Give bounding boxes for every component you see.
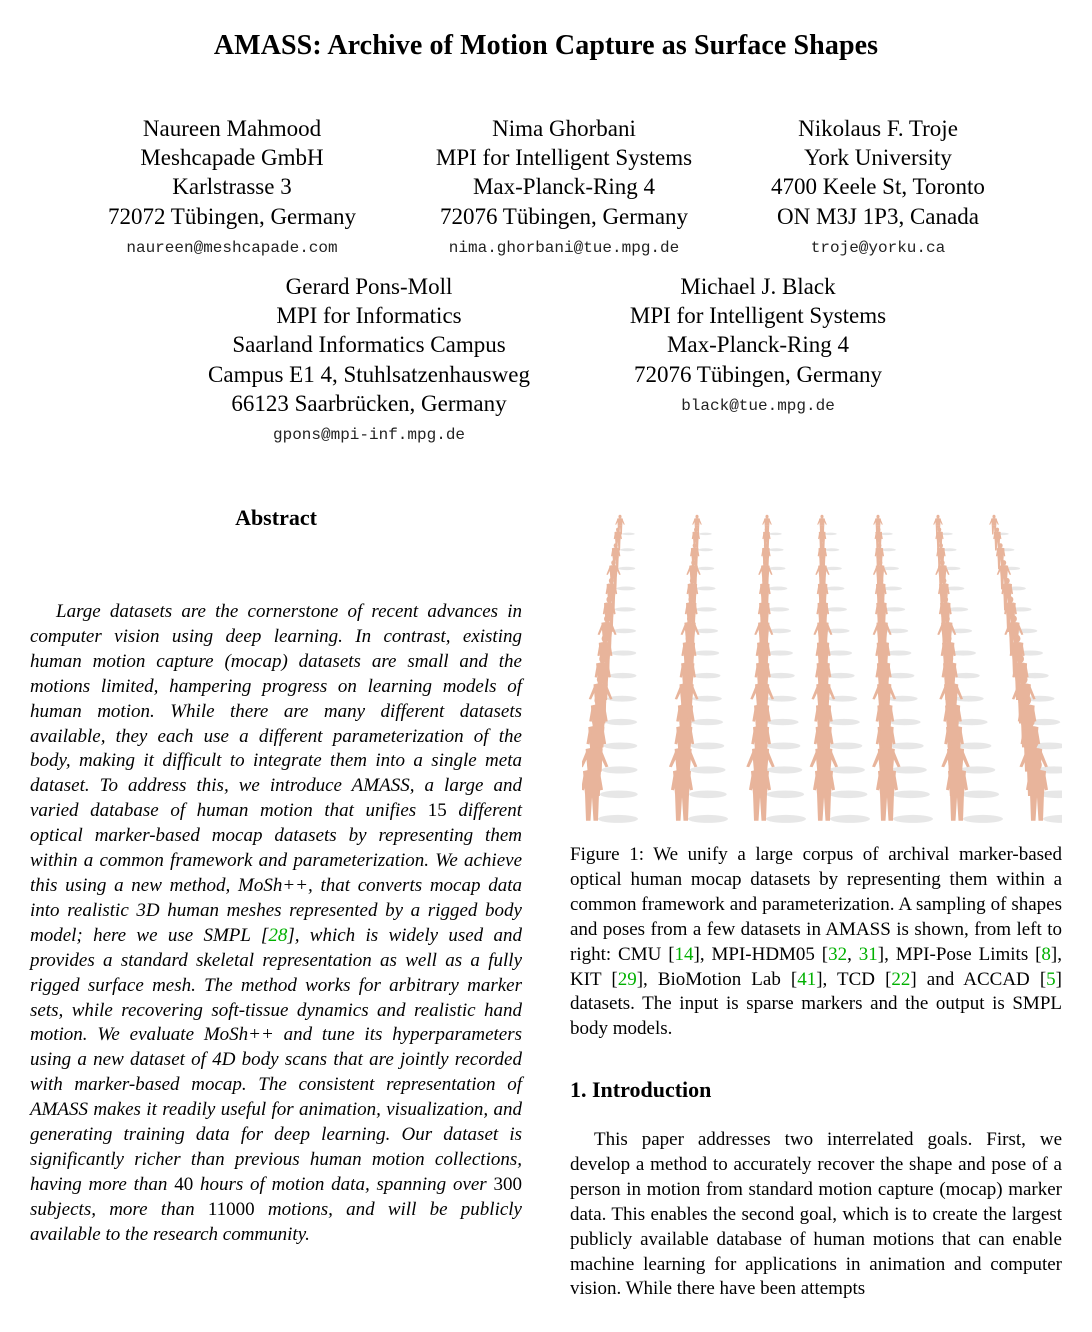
body-shadow (691, 742, 725, 749)
author-address: Max-Planck-Ring 4 (472, 174, 656, 200)
body-shadow (693, 673, 720, 678)
body-shadow (766, 766, 802, 773)
citation-link[interactable]: 8 (1041, 943, 1051, 965)
body-shadow (696, 587, 715, 591)
author-name: Michael J. Black (680, 274, 836, 299)
body-shadow (699, 533, 712, 536)
body-shadow (824, 548, 839, 551)
author-block-black (608, 272, 908, 416)
body-shadow (768, 587, 787, 591)
body-shadow (696, 607, 717, 611)
body-shadow (824, 533, 837, 536)
number-11000: 11000 (207, 1198, 255, 1220)
author-email[interactable]: gpons@mpi-inf.mpg.de (272, 426, 466, 445)
author-name: Nima Ghorbani (492, 116, 636, 141)
body-shadow (622, 533, 635, 536)
paper-title: AMASS: Archive of Motion Capture as Surface Shapes (213, 30, 879, 61)
body-shadow (826, 607, 847, 611)
body-shadow (829, 766, 865, 773)
citation-link[interactable]: 22 (891, 968, 911, 990)
citation-link[interactable]: 31 (858, 943, 878, 965)
citation-link[interactable]: 32 (828, 943, 848, 965)
author-city: 72076 Tübingen, Germany (633, 361, 883, 387)
body-shadow (893, 815, 933, 823)
body-column (746, 515, 774, 821)
body-shadow (611, 650, 636, 655)
author-email[interactable]: nima.ghorbani@tue.mpg.de (448, 238, 680, 257)
body-shadow (602, 766, 638, 773)
author-city: 72072 Tübingen, Germany (107, 203, 357, 229)
body-shadow (766, 790, 804, 798)
body-column (933, 515, 970, 821)
body-column (989, 515, 1048, 821)
author-city: 66123 Saarbrücken, Germany (231, 390, 507, 416)
figure-human-bodies (582, 505, 1062, 825)
body-shadow (698, 548, 713, 551)
human-figure (749, 759, 771, 820)
figure-caption: Figure 1: We unify a large corpus of archival marker-based optical human mocap datasets by representing them within a common framework and parameterization. A sampling of shapes and poses from a few datasets in AMASS is shown, from left to right: CMU [14], MPI-HDM05 [32, 31], MPI-Pose Limits [8], KIT [29], BioMotion Lab [41], TCD [22] and ACCAD [5] datasets. The input is sparse markers and the output is SMPL body models. (570, 844, 1062, 1040)
body-shadow (767, 742, 801, 749)
number-300: 300 (493, 1173, 522, 1195)
body-shadow (688, 815, 728, 823)
author-name: Nikolaus F. Troje (798, 116, 958, 141)
body-shadow (963, 815, 1003, 823)
body-shadow (768, 567, 785, 570)
body-shadow (694, 650, 719, 655)
author-affiliation: MPI for Informatics (276, 303, 462, 329)
body-shadow (604, 742, 638, 749)
body-shadow (598, 815, 638, 823)
body-shadow (829, 742, 863, 749)
author-affiliation: York University (804, 145, 952, 171)
body-shadow (954, 696, 984, 702)
author-campus: Saarland Informatics Campus (232, 332, 506, 358)
body-shadow (891, 766, 927, 773)
author-email[interactable]: naureen@meshcapade.com (126, 238, 338, 257)
body-shadow (827, 650, 852, 655)
body-column (582, 515, 625, 821)
body-shadow (830, 815, 870, 823)
body-shadow (768, 650, 793, 655)
body-shadow (689, 790, 727, 798)
body-column (872, 515, 900, 821)
author-email[interactable]: troje@yorku.ca (810, 238, 946, 257)
citation-link[interactable]: 28 (268, 924, 288, 946)
body-shadow (767, 719, 799, 725)
body-shadow (605, 719, 637, 725)
author-name: Naureen Mahmood (142, 116, 322, 141)
author-affiliation: Meshcapade GmbH (140, 145, 324, 171)
author-email[interactable]: black@tue.mpg.de (681, 396, 835, 415)
human-figure (615, 515, 625, 535)
body-shadow (827, 673, 854, 678)
body-shadow (609, 673, 636, 678)
number-40: 40 (174, 1173, 194, 1195)
body-shadow (613, 629, 636, 634)
body-shadow (830, 790, 868, 798)
author-address: Max-Planck-Ring 4 (666, 332, 850, 358)
author-block-ghorbani (414, 114, 714, 258)
author-address: Karlstrasse 3 (172, 174, 292, 200)
author-address: Campus E1 4, Stuhlsatzenhausweg (208, 361, 530, 387)
body-shadow (766, 815, 806, 823)
introduction-text: This paper addresses two interrelated goals. First, we develop a method to accurately recover the shape and pose of a person in motion from standard motion capture (mocap) marker data. This enables the second goal, which is to create the largest publicly available database of human motions that can enable machine learning for applications in animation and computer vision. While there have been attempts (570, 1129, 1062, 1300)
author-block-mahmood (82, 114, 382, 258)
abstract-text: Large datasets are the cornerstone of recent advances in computer vision using deep learning. In contrast, existing human motion capture (mocap) datasets are small and the motions limited, hampering progress on learning models of human motion. While there are many different datasets available, they each use a different parameterization of the body, making it difficult to integrate them into a single meta dataset. To address this, we introduce AMASS, a large and varied database of human motion that unifies 15 different optical marker-based mocap datasets by representing them within a common framework and parameterization. We achieve this using a new method, MoSh++, that converts mocap data into realistic 3D human meshes represented by a rigged body model; here we use SMPL [28], which is widely used and provides a standard skeletal representation as well as a fully rigged surface mesh. The method works for arbitrary marker sets, while recovering soft-tissue dynamics and realistic hand motion. We evaluate MoSh++ and tune its hyperparameters using a new dataset of 4D body scans that are jointly recorded with marker-based mocap. The consistent representation of AMASS makes it readily useful for animation, visualization, and generating training data for deep learning. Our dataset is significantly richer than previous human motion collections, having more than 40 hours of motion data, spanning over 300 subjects, more than 11000 motions, and will be publicly available to the research community. (30, 601, 522, 1245)
author-city: ON M3J 1P3, Canada (777, 203, 979, 229)
body-shadow (1043, 815, 1062, 823)
author-city: 72076 Tübingen, Germany (439, 203, 689, 229)
body-shadow (825, 587, 844, 591)
human-figure (933, 515, 943, 535)
citation-link[interactable]: 29 (617, 968, 637, 990)
body-column (669, 515, 702, 821)
figure-body-columns (582, 515, 1048, 821)
body-shadow (769, 533, 782, 536)
body-shadow (961, 790, 999, 798)
body-shadow (620, 548, 635, 551)
citation-link[interactable]: 14 (674, 943, 694, 965)
body-shadow (615, 607, 636, 611)
number-15: 15 (427, 800, 447, 822)
body-shadow (691, 719, 723, 725)
body-shadow (767, 673, 794, 678)
section-heading-introduction: 1. Introduction (570, 1077, 712, 1102)
body-shadow (697, 567, 714, 570)
body-shadow (690, 766, 726, 773)
body-shadow (600, 790, 638, 798)
author-block-pons-moll (184, 272, 554, 445)
body-shadow (769, 548, 784, 551)
citation-link[interactable]: 41 (797, 968, 817, 990)
abstract-heading: Abstract (235, 505, 317, 530)
body-shadow (892, 790, 930, 798)
human-figure (692, 515, 702, 535)
author-name: Gerard Pons-Moll (285, 274, 453, 299)
body-shadow (768, 607, 789, 611)
body-shadow (616, 587, 635, 591)
citation-link[interactable]: 5 (1046, 968, 1056, 990)
body-shadow (618, 567, 635, 570)
author-address: 4700 Keele St, Toronto (771, 174, 985, 200)
body-shadow (828, 719, 860, 725)
author-affiliation: MPI for Intelligent Systems (629, 303, 887, 329)
body-column (810, 515, 838, 821)
author-block-troje (728, 114, 1028, 258)
author-affiliation: MPI for Intelligent Systems (435, 145, 693, 171)
